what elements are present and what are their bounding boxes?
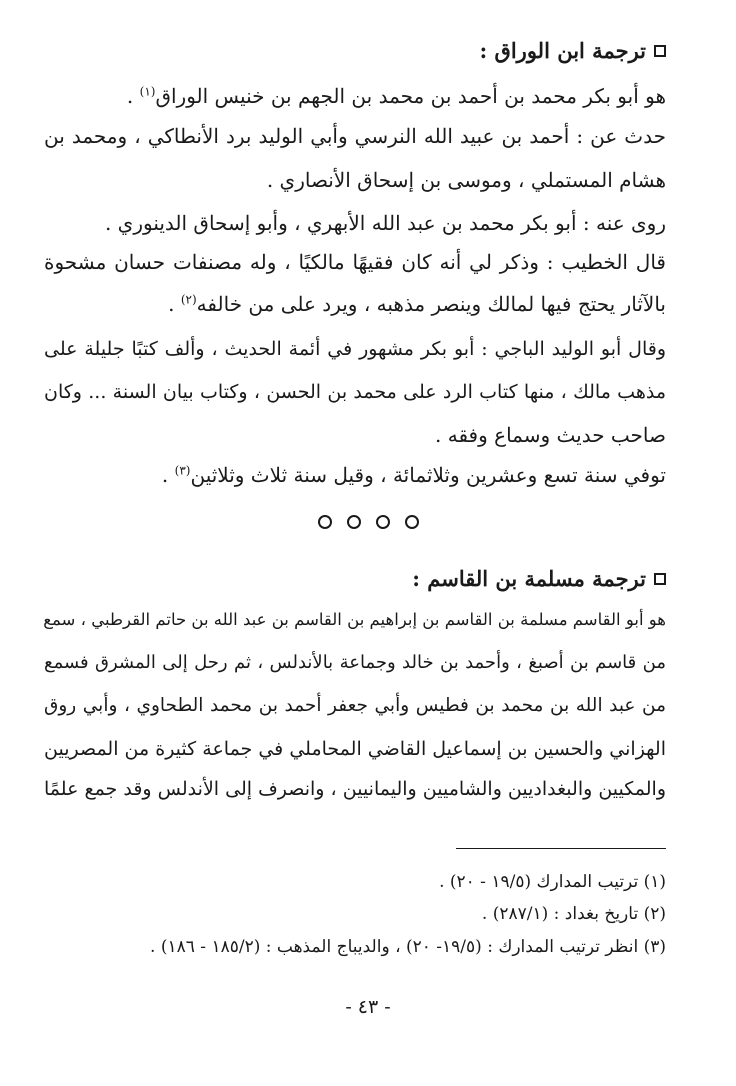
footnote-marker: (٣): [174, 463, 191, 478]
text-line: هشام المستملي ، وموسى بن إسحاق الأنصاري .: [266, 168, 666, 192]
circle-icon: [318, 515, 332, 529]
text-line: صاحب حديث وسماع وفقه .: [435, 423, 666, 447]
section-divider: [0, 515, 736, 529]
section-heading-ibn-alwarraq: [479, 38, 666, 63]
square-bullet-icon: [654, 573, 666, 585]
circle-icon: [376, 515, 390, 529]
text-line: من قاسم بن أصبغ ، وأحمد بن خالد وجماعة بالأندلس ، ثم رحل إلى المشرق فسمع: [44, 652, 666, 673]
text-line: هو أبو بكر محمد بن أحمد بن محمد بن الجهم بن خنيس الوراق$^{(١)}$ .: [126, 84, 666, 108]
text-line: توفي سنة تسع وعشرين وثلاثمائة ، وقيل سنة ثلاث وثلاثين$^{(٣)}$ .: [161, 463, 666, 487]
text-line: الهزاني والحسين بن إسماعيل القاضي المحاملي في جماعة كثيرة من المصريين: [44, 738, 666, 760]
square-bullet-icon: [654, 45, 666, 57]
heading-text: ترجمة مسلمة بن القاسم :: [412, 566, 646, 591]
footnote-marker: (١): [139, 84, 156, 99]
footnote-separator: [456, 848, 666, 849]
footnote-marker: (٢): [180, 292, 197, 307]
page-number: - ٤٣ -: [345, 996, 391, 1018]
text-line: حدث عن : أحمد بن عبيد الله النرسي وأبي الوليد برد الأنطاكي ، ومحمد بن: [44, 124, 666, 148]
text-line: مذهب مالك ، منها كتاب الرد على محمد بن الحسن ، وكتاب بيان السنة ... وكان: [44, 381, 666, 403]
section-heading-maslama: [412, 566, 666, 591]
text-line: من عبد الله بن محمد بن فطيس وأبي جعفر أحمد بن محمد الطحاوي ، وأبي روق: [44, 695, 666, 716]
circle-icon: [405, 515, 419, 529]
text-line: والمكيين والبغداديين والشاميين واليمانيين ، وانصرف إلى الأندلس وقد جمع علمًا: [44, 778, 666, 800]
heading-text: ترجمة ابن الوراق :: [479, 38, 646, 63]
footnote: (٣) انظر ترتيب المدارك : (١٩/٥- ٢٠) ، والديباج المذهب : (١٨٥/٢ - ١٨٦) .: [150, 937, 666, 957]
text-line: وقال أبو الوليد الباجي : أبو بكر مشهور في أئمة الحديث ، وألف كتبًا جليلة على: [44, 338, 666, 360]
footnote: (٢) تاريخ بغداد : (٢٨٧/١) .: [481, 904, 666, 924]
circle-icon: [347, 515, 361, 529]
text-line: قال الخطيب : وذكر لي أنه كان فقيهًا مالكيًا ، وله مصنفات حسان مشحوة: [44, 250, 666, 274]
text-line: روى عنه : أبو بكر محمد بن عبد الله الأبهري ، وأبو إسحاق الدينوري .: [104, 211, 666, 235]
text-line: هو أبو القاسم مسلمة بن القاسم بن إبراهيم بن القاسم بن عبد الله بن حاتم القرطبي ، سمع: [43, 610, 666, 629]
text-line: بالآثار يحتج فيها لمالك وينصر مذهبه ، ويرد على من خالفه$^{(٢)}$ .: [168, 292, 666, 316]
footnote: (١) ترتيب المدارك (١٩/٥ - ٢٠) .: [439, 872, 666, 892]
